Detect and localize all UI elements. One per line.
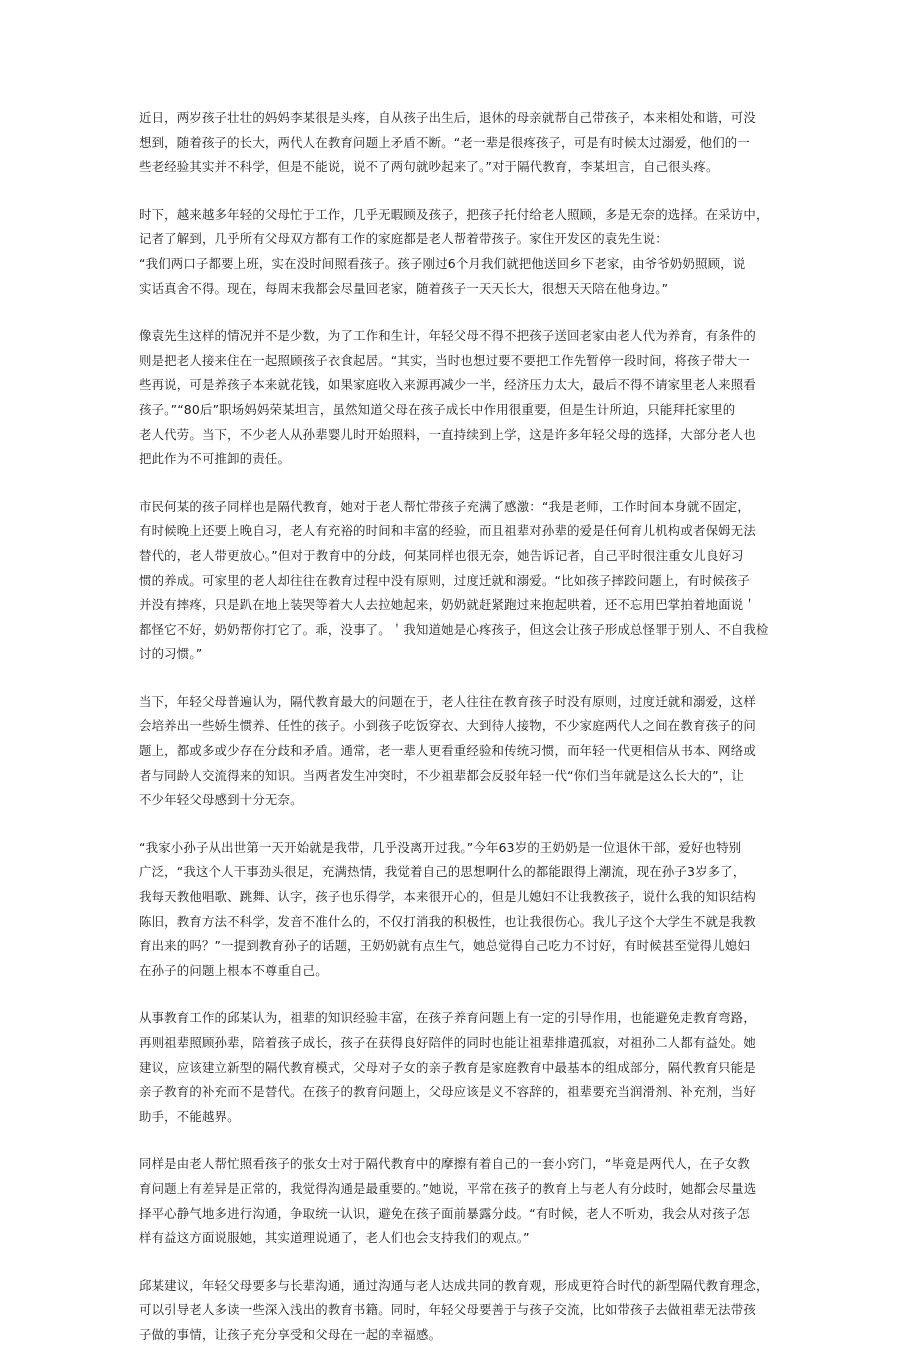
text-line: 把此作为不可推卸的责任。 <box>139 451 291 467</box>
text-line: 同样是由老人帮忙照看孩子的张女士对于隔代教育中的摩擦有着自己的一套小窍门，“毕竟是两代人，在子女教 <box>139 1156 750 1172</box>
paragraph <box>139 1274 789 1348</box>
text-line: 建议，应该建立新型的隔代教育模式，父母对子女的亲子教育是家庭教育中最基本的组成部分，隔代教育只能是 <box>139 1059 756 1075</box>
text-line: 老人代劳。当下，不少老人从孙辈婴儿时开始照料，一直持续到上学，这是许多年轻父母的选择，大部分老人也 <box>139 426 756 442</box>
text-line: 陈旧，教育方法不科学，发音不准什么的，不仅打消我的积极性，也让我很伤心。我儿子这个大学生不就是我教 <box>139 913 756 929</box>
text-line: 些再说，可是养孩子本来就花钱，如果家庭收入来源再减少一半，经济压力太大，最后不得不请家里老人来照看 <box>139 377 756 393</box>
paragraph <box>139 1006 789 1129</box>
text-line: 并没有摔疼，只是趴在地上装哭等着大人去拉她起来，奶奶就赶紧跑过来抱起哄着，还不忘用巴掌拍着地面说＇ <box>139 597 756 613</box>
text-line: 助手，不能越界。 <box>139 1108 240 1124</box>
text-line: 记者了解到，几乎所有父母双方都有工作的家庭都是老人帮着带孩子。家住开发区的袁先生说： <box>139 231 668 247</box>
text-line: 再则祖辈照顾孙辈，陪着孩子成长，孩子在获得良好陪伴的同时也能让祖辈排遣孤寂，对祖孙二人都有益处。她 <box>139 1035 756 1050</box>
text-line: 亲子教育的补充而不是替代。在孩子的教育问题上，父母应该是义不容辞的，祖辈要充当润滑剂、补充剂，当好 <box>139 1084 756 1100</box>
text-line: 不少年轻父母感到十分无奈。 <box>139 792 303 808</box>
text-line: 像袁先生这样的情况并不是少数，为了工作和生计，年轻父母不得不把孩子送回老家由老人代为养育，有条件的 <box>139 328 756 344</box>
text-line: 广泛，“我这个人干事劲头很足，充满热情，我觉着自己的思想啊什么的都能跟得上潮流，现在孙子3岁多了， <box>139 864 746 880</box>
text-line: 有时候晚上还要上晚自习，老人有充裕的时间和丰富的经验，而且祖辈对孙辈的爱是任何育儿机构或者保姆无法 <box>139 523 756 539</box>
text-line: 从事教育工作的邱某认为，祖辈的知识经验丰富，在孩子养育问题上有一定的引导作用，也能避免走教育弯路， <box>139 1010 756 1026</box>
article-body <box>139 106 789 1371</box>
text-line: 题上，都或多或少存在分歧和矛盾。通常，老一辈人更看重经验和传统习惯，而年轻一代更相信从书本、网络或 <box>139 743 756 759</box>
text-line: 子做的事情，让孩子充分享受和父母在一起的幸福感。 <box>139 1326 442 1342</box>
text-line: 替代的，老人带更放心。”但对于教育中的分歧，何某同样也很无奈，她告诉记者，自己平时很注重女儿良好习 <box>139 547 744 563</box>
text-line: 实话真舍不得。现在，每周末我都会尽量回老家，随着孩子一天天长大，很想天天陪在他身边。” <box>139 280 669 296</box>
text-line: 样有益这方面说服她，其实道理说通了，老人们也会支持我们的观点。” <box>139 1230 530 1246</box>
text-line: 都怪它不好，奶奶帮你打它了。乖，没事了。＇我知道她是心疼孩子，但这会让孩子形成总怪罪于别人、不自我检 <box>139 621 769 637</box>
text-line: 讨的习惯。” <box>139 646 203 662</box>
text-line: 想到，随着孩子的长大，两代人在教育问题上矛盾不断。“老一辈是很疼孩子，可是有时候太过溺爱，他们的一 <box>139 134 750 150</box>
text-line: 市民何某的孩子同样也是隔代教育，她对于老人帮忙带孩子充满了感激：“我是老师，工作时间本身就不固定， <box>139 498 750 514</box>
paragraph <box>139 106 789 180</box>
text-line: 孩子。”“80后”职场妈妈荣某坦言，虽然知道父母在孩子成长中作用很重要，但是生计所迫，只能拜托家里的 <box>139 401 736 417</box>
paragraph <box>139 495 789 667</box>
text-line: 时下，越来越多年轻的父母忙于工作，几乎无暇顾及孩子，把孩子托付给老人照顾，多是无奈的选择。在采访中， <box>139 206 769 222</box>
text-line: 育出来的吗？”一提到教育孙子的话题，王奶奶就有点生气，她总觉得自己吃力不讨好，有时候甚至觉得儿媳妇 <box>139 938 750 954</box>
text-line: 当下，年轻父母普遍认为，隔代教育最大的问题在于，老人往往在教育孩子时没有原则，过度迁就和溺爱，这样 <box>139 693 756 709</box>
text-line: 者与同龄人交流得来的知识。当两者发生冲突时，不少祖辈都会反驳年轻一代“你们当年就是这么长大的”，让 <box>139 767 744 783</box>
paragraph <box>139 203 789 301</box>
text-line: “我们两口子都要上班，实在没时间照看孩子。孩子刚过6个月我们就把他送回乡下老家，由爷爷奶奶照顾，说 <box>139 255 746 271</box>
paragraph <box>139 690 789 813</box>
text-line: 我每天教他唱歌、跳舞、认字，孩子也乐得学，本来很开心的，但是儿媳妇不让我教孩子，说什么我的知识结构 <box>139 889 756 905</box>
paragraph <box>139 836 789 984</box>
text-line: “我家小孙子从出世第一天开始就是我带，几乎没离开过我。”今年63岁的王奶奶是一位退休干部，爱好也特别 <box>139 839 742 855</box>
text-line: 在孙子的问题上根本不尊重自己。 <box>139 962 328 978</box>
text-line: 育问题上有差异是正常的，我觉得沟通是最重要的。”她说，平常在孩子的教育上与老人有分歧时，她都会尽量选 <box>139 1180 757 1196</box>
paragraph <box>139 1152 789 1250</box>
text-line: 些老经验其实并不科学，但是不能说，说不了两句就吵起来了。”对于隔代教育，李某坦言，自己很头疼。 <box>139 159 719 175</box>
text-line: 会培养出一些娇生惯养、任性的孩子。小到孩子吃饭穿衣、大到待人接物，不少家庭两代人之间在教育孩子的问 <box>139 718 756 734</box>
paragraph <box>139 324 789 472</box>
text-line: 近日，两岁孩子壮壮的妈妈李某很是头疼，自从孩子出生后，退休的母亲就帮自己带孩子，本来相处和谐，可没 <box>139 110 756 125</box>
text-line: 择平心静气地多进行沟通，争取统一认识，避免在孩子面前暴露分歧。“有时候，老人不听劝，我会从对孩子怎 <box>139 1205 750 1221</box>
text-line: 则是把老人接来住在一起照顾孩子衣食起居。“其实，当时也想过要不要把工作先暂停一段时间，将孩子带大一 <box>139 352 750 368</box>
text-line: 邱某建议，年轻父母要多与长辈沟通，通过沟通与老人达成共同的教育观，形成更符合时代的新型隔代教育理念， <box>139 1277 769 1293</box>
text-line: 惯的养成。可家里的老人却往往在教育过程中没有原则，过度迁就和溺爱。“比如孩子摔跤问题上，有时候孩子 <box>139 572 750 588</box>
text-line: 可以引导老人多读一些深入浅出的教育书籍。同时，年轻父母要善于与孩子交流，比如带孩子去做祖辈无法带孩 <box>139 1302 756 1318</box>
